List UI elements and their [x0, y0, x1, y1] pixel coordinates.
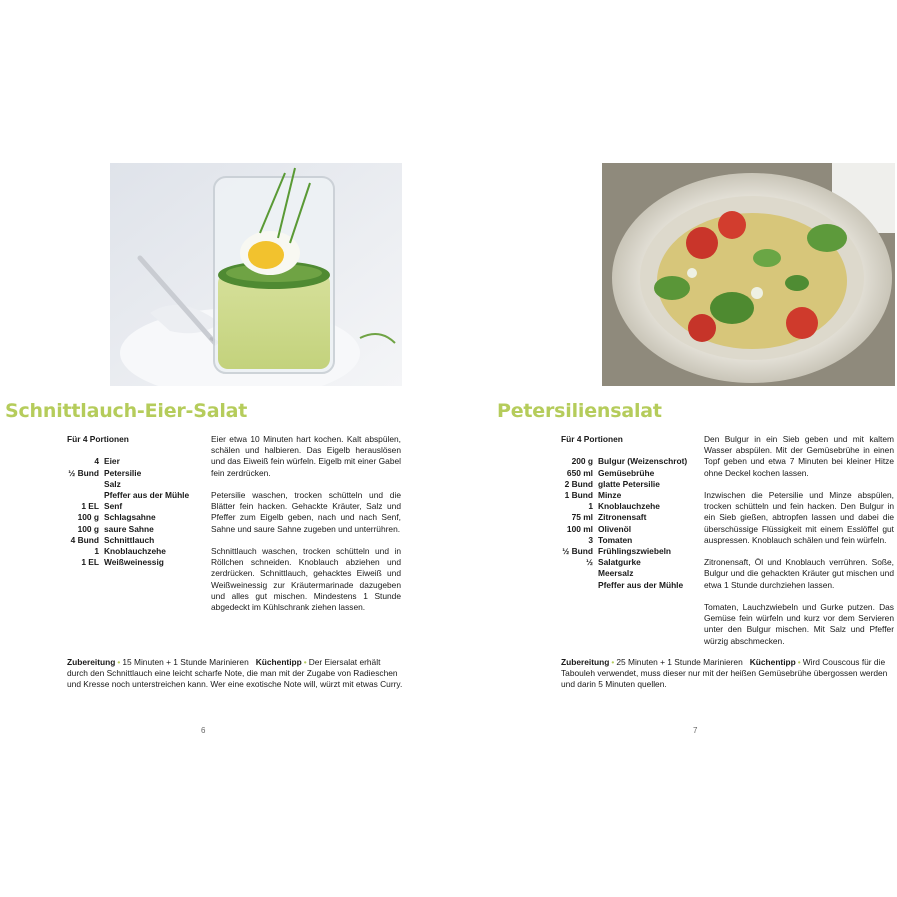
ingredient-amount [67, 490, 104, 501]
prep-label: Zubereitung [67, 657, 116, 667]
instruction-step: Inzwischen die Petersilie und Minze abspülen, trocken schütteln und fein hacken. Den Bulgur in ein Sieb gießen, abtropfen lassen und dabei die überschüssige Flüssigkeit mit einem Esslöffel gut auspressen. Knoblauch schälen und fein würfeln. [704, 490, 894, 545]
ingredient-name: Salz [104, 478, 121, 489]
ingredient-row [561, 535, 711, 546]
ingredient-amount: 1 Bund [564, 490, 593, 500]
instruction-step: Eier etwa 10 Minuten hart kochen. Kalt abspülen, schälen und halbieren. Das Eigelb herauslösen und das Eiweiß fein würfeln. Eigelb mit einer Gabel fein zerdrücken. [211, 434, 401, 478]
ingredient-row [67, 524, 217, 535]
instruction-step: Zitronensaft, Öl und Knoblauch verrühren. Soße, Bulgur und die gehackten Kräuter gut mischen und etwa 1 Stunde durchziehen lassen. [704, 557, 894, 590]
ingredient-amount: ½ Bund [68, 467, 99, 478]
ingredient-row [561, 546, 711, 557]
ingredient-row [561, 479, 711, 490]
ingredient-amount: 1 EL [81, 557, 99, 568]
ingredient-name: Knoblauchzehe [104, 546, 166, 557]
ingredient-row [561, 456, 711, 467]
prep-time: 15 Minuten + 1 Stunde Marinieren [122, 657, 249, 667]
ingredient-name: Zitronensaft [598, 512, 647, 523]
ingredient-amount: 650 ml [566, 467, 593, 478]
instruction-step: Tomaten, Lauchzwiebeln und Gurke putzen. Das Gemüse fein würfeln und kurz vor dem Servieren unter den Bulgur mischen. Mit Salz und Pfeffer würzig abschmecken. [704, 602, 894, 646]
ingredient-amount: 75 ml [571, 512, 593, 523]
ingredient-amount: 1 [588, 501, 593, 512]
ingredient-name: Weißweinessig [104, 557, 164, 568]
ingredient-row [561, 580, 711, 591]
ingredient-row [67, 490, 217, 501]
ingredient-name: Meersalz [598, 568, 634, 579]
egg-salad-image [110, 163, 402, 386]
ingredient-amount: 4 [94, 456, 99, 467]
ingredient-amount: 100 g [77, 512, 99, 523]
ingredient-row [561, 568, 711, 579]
prep-and-tip [561, 657, 897, 691]
ingredient-name: Pfeffer aus der Mühle [104, 490, 190, 500]
ingredient-amount: 1 EL [81, 501, 99, 512]
ingredient-name: Knoblauchzehe [598, 501, 660, 512]
ingredient-name: Pfeffer aus der Mühle [598, 579, 684, 590]
separator-dot: • [797, 657, 801, 667]
ingredient-amount: ½ [586, 557, 593, 568]
ingredient-name: Schnittlauch [104, 534, 155, 545]
ingredient-name: Olivenöl [598, 523, 632, 534]
instructions [704, 434, 894, 658]
prep-and-tip [67, 657, 403, 691]
prep-label: Zubereitung [561, 657, 610, 667]
ingredient-name: Tomaten [598, 534, 633, 545]
ingredient-row [561, 468, 711, 479]
ingredient-amount: ½ Bund [562, 546, 593, 557]
ingredient-amount: 200 g [571, 456, 593, 467]
ingredient-amount [67, 479, 104, 490]
recipe-title: Petersiliensalat [497, 400, 662, 422]
portions-label: Für 4 Portionen [67, 434, 129, 444]
recipe-title: Schnittlauch-Eier-Salat [5, 400, 248, 422]
ingredient-row [561, 490, 711, 501]
ingredient-row [67, 468, 217, 479]
page-number: 7 [693, 726, 698, 735]
egg-salad-photo [110, 163, 402, 386]
ingredient-amount: 100 ml [566, 523, 593, 534]
separator-dot: • [611, 657, 615, 667]
ingredient-row [561, 557, 711, 568]
ingredient-name: saure Sahne [104, 523, 154, 534]
ingredient-row [561, 524, 711, 535]
ingredient-name: Senf [104, 501, 123, 512]
ingredient-name: Bulgur (Weizenschrot) [598, 456, 688, 467]
ingredient-amount [561, 580, 598, 591]
page-number: 6 [201, 726, 206, 735]
ingredient-amount: 3 [588, 534, 593, 545]
ingredient-row [561, 501, 711, 512]
ingredient-name: Schlagsahne [104, 512, 156, 523]
ingredient-row [67, 546, 217, 557]
ingredient-name: Eier [104, 456, 120, 467]
ingredient-row [67, 479, 217, 490]
ingredient-amount: 100 g [77, 523, 99, 534]
ingredient-amount: 4 Bund [70, 534, 99, 545]
tip-label: Küchentipp [255, 657, 302, 667]
ingredient-name: Gemüsebrühe [598, 467, 655, 478]
ingredient-row [67, 535, 217, 546]
parsley-salad-image [602, 163, 895, 386]
tip-text: Wird Couscous für die Tabouleh verwendet, muss dieser nur mit der heißen Gemüsebrühe übergossen werden und darin 5 Minuten quellen. [561, 657, 888, 690]
instruction-step: Schnittlauch waschen, trocken schütteln und in Röllchen schneiden. Knoblauch abziehen und zerdrücken. Schnittlauch, gehacktes Eiweiß und Weißweinessig zur Kräutermarinade dazugeben und alles gut mischen. Mindestens 1 Stunde abgedeckt im Kühlschrank ziehen lassen. [211, 546, 401, 613]
ingredient-name: Petersilie [104, 467, 142, 478]
ingredient-name: glatte Petersilie [598, 478, 660, 489]
parsley-salad-photo [602, 163, 895, 386]
ingredient-row [67, 456, 217, 467]
ingredient-list [561, 434, 711, 591]
separator-dot: • [303, 657, 307, 667]
ingredient-amount: 1 [94, 546, 99, 557]
tip-label: Küchentipp [749, 657, 796, 667]
ingredient-name: Frühlingszwiebeln [598, 546, 672, 557]
ingredient-amount: 2 Bund [564, 478, 593, 489]
instruction-step: Petersilie waschen, trocken schütteln und die Blätter fein hacken. Gehackte Kräuter, Salz und Pfeffer zum Eigelb geben, nach und nach Senf, Sahne und saure Sahne zugeben und unterrühren. [211, 490, 401, 534]
ingredient-name: Salatgurke [598, 557, 641, 568]
separator-dot: • [117, 657, 121, 667]
prep-time: 25 Minuten + 1 Stunde Marinieren [616, 657, 743, 667]
ingredient-list [67, 434, 217, 568]
ingredient-row [67, 557, 217, 568]
ingredient-row [561, 512, 711, 523]
instructions [211, 434, 401, 624]
ingredient-name: Minze [598, 490, 622, 500]
instruction-step: Den Bulgur in ein Sieb geben und mit kaltem Wasser abspülen. Mit der Gemüsebrühe in einen Topf geben und etwa 7 Minuten bei kleiner Hitze ohne Deckel kochen lassen. [704, 434, 894, 478]
right-page [449, 0, 897, 897]
ingredient-row [67, 512, 217, 523]
tip-text: Der Eiersalat erhält durch den Schnittlauch eine leicht scharfe Note, die man mit der Zugabe von Radieschen und Kresse noch unterstreichen kann. Wer eine exotische Note will, würzt mit etwas Curry. [67, 657, 403, 690]
ingredient-amount [561, 568, 598, 579]
ingredient-row [67, 501, 217, 512]
left-page [0, 0, 448, 897]
portions-label: Für 4 Portionen [561, 434, 623, 444]
